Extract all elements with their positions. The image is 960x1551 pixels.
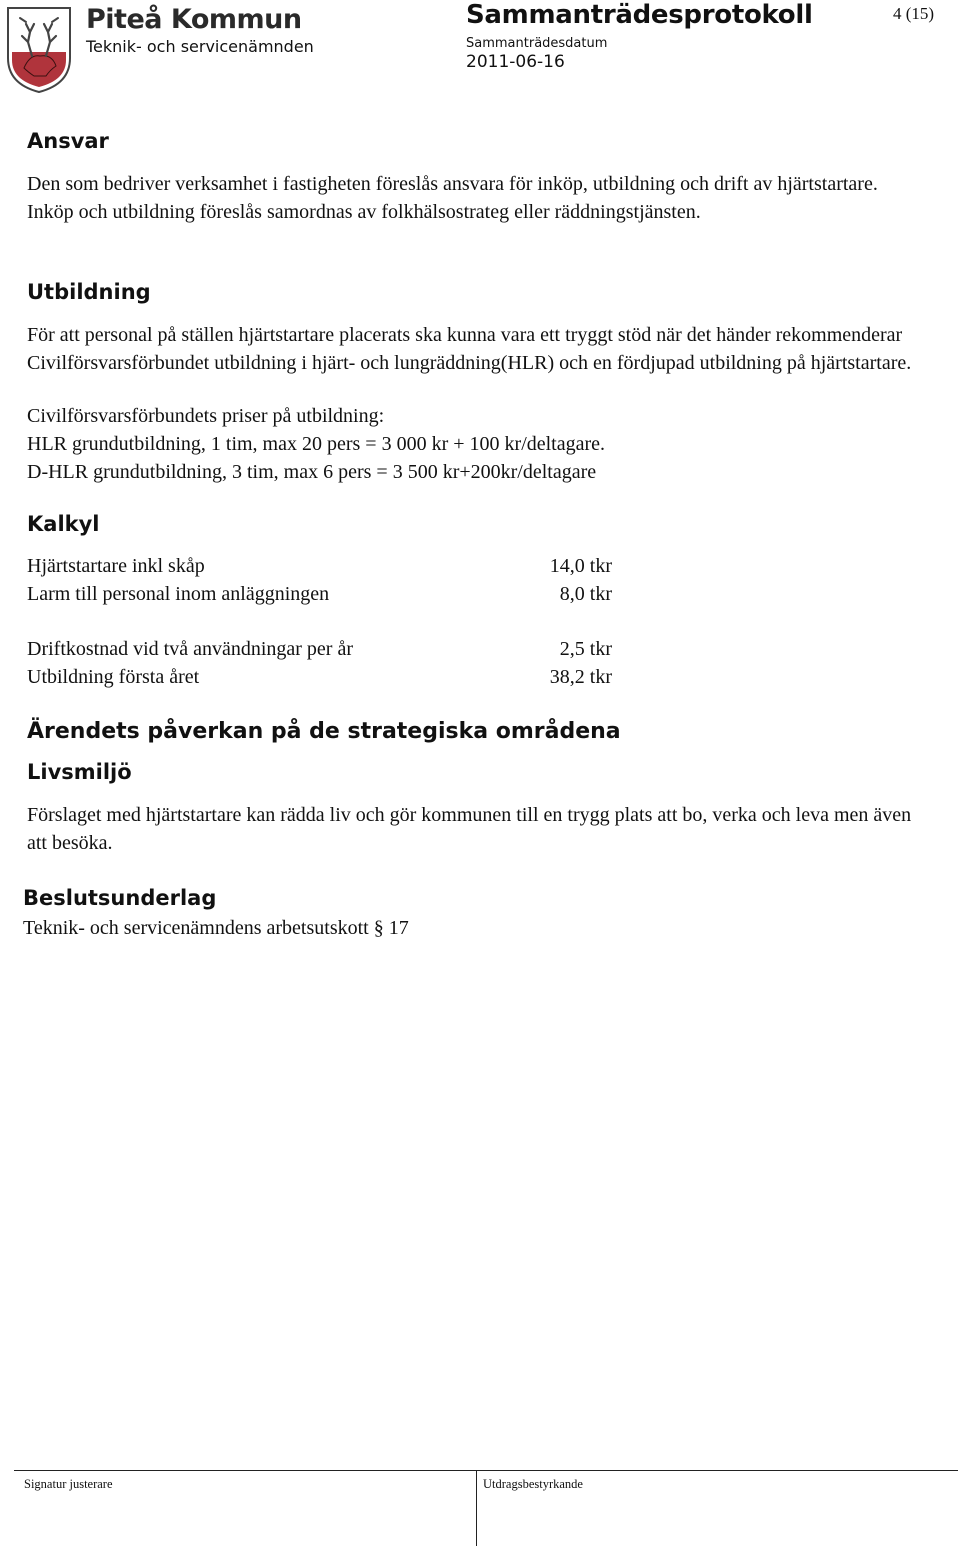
utbildning-text: För att personal på ställen hjärtstartare placerats ska kunna vara ett tryggt stöd när det händer rekommenderar Civilförsvarsförbundet utbildning i hjärt- och lungräddning(HLR) och en fördjupad utbildning på hjärtstartare. (27, 324, 912, 374)
organization-name: Piteå Kommun (86, 4, 302, 35)
reindeer-crest-icon (6, 6, 72, 94)
ansvar-text: Den som bedriver verksamhet i fastigheten föreslås ansvara för inköp, utbildning och drift av hjärtstartare. Inköp och utbildning föreslås samordnas av folkhälsostrateg eller räddningstjänsten. (27, 173, 878, 223)
signature-label: Signatur justerare (24, 1477, 113, 1491)
kalkyl-item-amount: 2,5 tkr (559, 638, 612, 660)
extract-label: Utdragsbestyrkande (483, 1477, 583, 1491)
kalkyl-item-amount: 38,2 tkr (549, 666, 612, 688)
date-label: Sammanträdesdatum (466, 36, 608, 51)
department-name: Teknik- och servicenämnden (86, 37, 314, 56)
kalkyl-item-label: Hjärtstartare inkl skåp (27, 555, 205, 577)
section-heading-beslutsunderlag: Beslutsunderlag (23, 886, 217, 910)
price-line-dhlr: D-HLR grundutbildning, 3 tim, max 6 pers = 3 500 kr+200kr/deltagare (27, 461, 597, 483)
section-heading-kalkyl: Kalkyl (27, 512, 100, 536)
price-line-hlr: HLR grundutbildning, 1 tim, max 20 pers = 3 000 kr + 100 kr/deltagare. (27, 433, 606, 455)
livsmiljo-text: Förslaget med hjärtstartare kan rädda liv och gör kommunen till en trygg plats att bo, verka och leva men även att besöka. (27, 804, 912, 854)
subheading-livsmiljo: Livsmiljö (27, 760, 132, 784)
kalkyl-item-label: Utbildning första året (27, 666, 200, 688)
section-heading-ansvar: Ansvar (27, 129, 109, 153)
kalkyl-item-amount: 14,0 tkr (549, 555, 612, 577)
prices-intro: Civilförsvarsförbundets priser på utbildning: (27, 405, 385, 427)
kalkyl-item-amount: 8,0 tkr (559, 583, 612, 605)
document-title: Sammanträdesprotokoll (466, 0, 813, 30)
kalkyl-item-label: Larm till personal inom anläggningen (27, 583, 330, 605)
section-heading-strategic: Ärendets påverkan på de strategiska områdena (27, 719, 621, 744)
date-value: 2011-06-16 (466, 52, 565, 72)
page-number: 4 (15) (893, 4, 935, 23)
kalkyl-item-label: Driftkostnad vid två användningar per år (27, 638, 354, 660)
footer-divider (14, 1470, 958, 1471)
beslutsunderlag-text: Teknik- och servicenämndens arbetsutskott § 17 (23, 917, 409, 939)
section-heading-utbildning: Utbildning (27, 280, 151, 304)
footer-column-divider (476, 1470, 477, 1546)
